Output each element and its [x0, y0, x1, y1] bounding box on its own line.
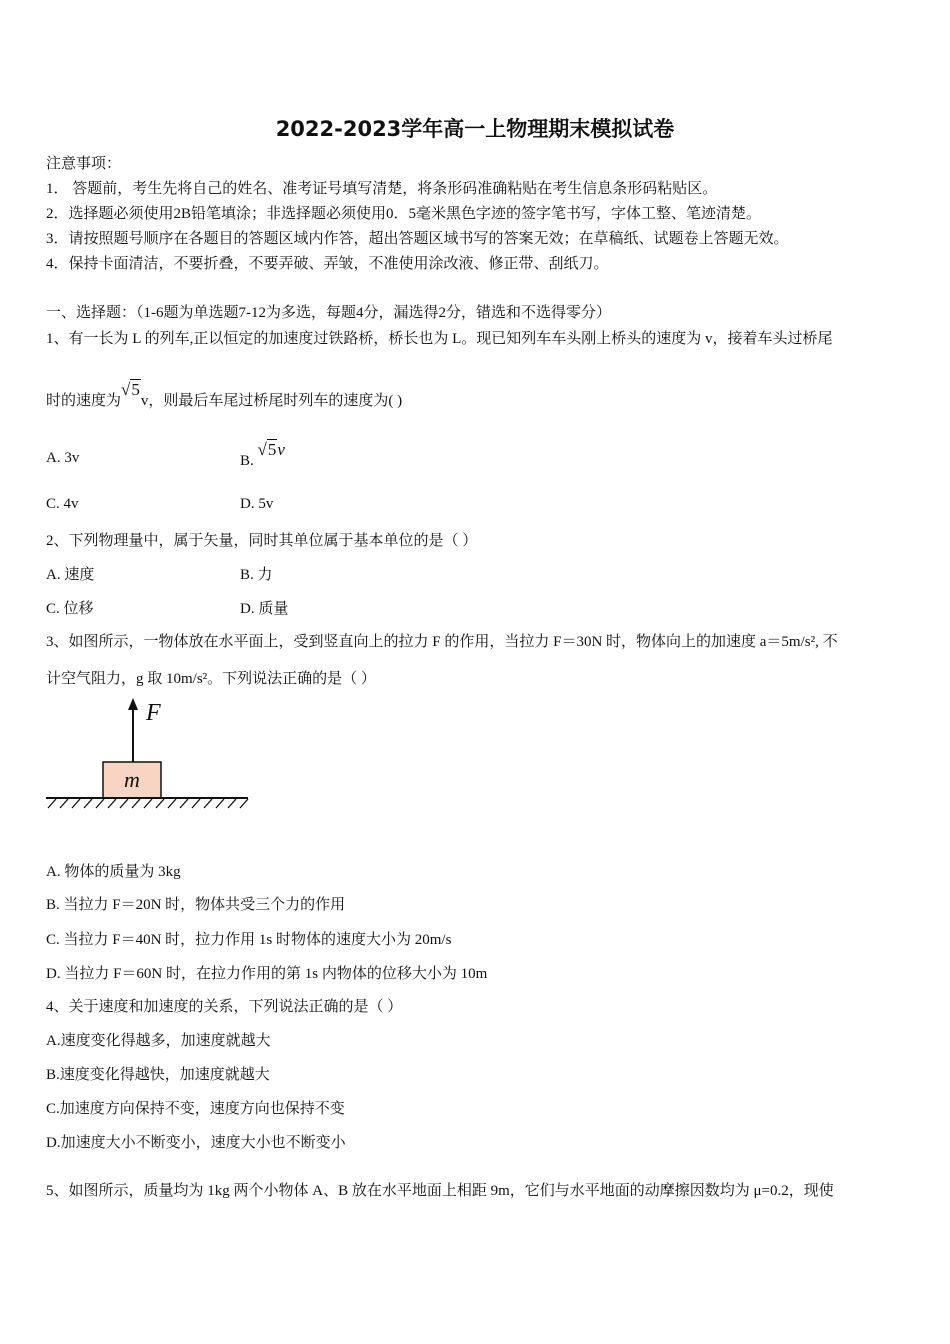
q2-stem: 2、下列物理量中，属于矢量，同时其单位属于基本单位的是（ ）	[46, 533, 478, 549]
force-arrow-head	[128, 698, 138, 710]
note-item-3: 3．请按照题号顺序在各题目的答题区域内作答，超出答题区域书写的答案无效；在草稿纸、试题卷上答题无效。	[46, 231, 789, 247]
q4-option-c: C.加速度方向保持不变，速度方向也保持不变	[46, 1101, 345, 1117]
q1-stem-line2	[46, 380, 403, 410]
q3-option-a: A. 物体的质量为 3kg	[46, 864, 181, 880]
q1-line2-pre: 时的速度为	[46, 393, 122, 409]
q4-stem: 4、关于速度和加速度的关系，下列说法正确的是（ ）	[46, 999, 403, 1015]
note-item-4: 4．保持卡面清洁，不要折叠，不要弄破、弄皱，不准使用涂改液、修正带、刮纸刀。	[46, 256, 609, 272]
q1-option-d: D. 5v	[240, 496, 274, 512]
q1-option-b-label: B.	[240, 453, 258, 469]
q2-option-d: D. 质量	[240, 601, 289, 617]
q4-option-a: A.速度变化得越多，加速度就越大	[46, 1033, 271, 1049]
q1-option-b-var: v	[277, 440, 285, 459]
ground-hatching	[48, 799, 248, 808]
q4-option-d: D.加速度大小不断变小，速度大小也不断变小	[46, 1135, 346, 1151]
page-title: 2022-2023学年高一上物理期末模拟试卷	[275, 117, 675, 141]
q4-option-b: B.速度变化得越快，加速度就越大	[46, 1067, 270, 1083]
notes-heading: 注意事项：	[46, 156, 122, 172]
q3-stem-line1: 3、如图所示，一物体放在水平面上，受到竖直向上的拉力 F 的作用，当拉力 F＝30N 时，物体向上的加速度 a＝5m/s², 不	[46, 634, 838, 650]
q3-stem-line2: 计空气阻力，g 取 10m/s²。下列说法正确的是（ ）	[46, 671, 376, 687]
force-label: F	[146, 700, 161, 726]
q3-option-d: D. 当拉力 F＝60N 时，在拉力作用的第 1s 内物体的位移大小为 10m	[46, 966, 488, 982]
q2-option-a: A. 速度	[46, 567, 95, 583]
q3-option-b: B. 当拉力 F＝20N 时，物体共受三个力的作用	[46, 897, 346, 913]
section-heading: 一、选择题：（1-6题为单选题7-12为多选，每题4分，漏选得2分，错选和不选得零分）	[46, 305, 611, 321]
q1-line2-post: v，则最后车尾过桥尾时列车的速度为( )	[140, 393, 403, 409]
sqrt-symbol: √5	[121, 380, 140, 399]
sqrt-radicand: 5	[131, 380, 140, 399]
sqrt-symbol-b: √5v	[257, 440, 285, 459]
q1-option-b	[240, 440, 285, 470]
q3-figure	[40, 692, 260, 842]
q1-option-c: C. 4v	[46, 496, 79, 512]
q1-option-a: A. 3v	[46, 450, 80, 466]
note-item-1: 1． 答题前，考生先将自己的姓名、准考证号填写清楚，将条形码准确粘贴在考生信息条形码粘贴区。	[46, 181, 718, 197]
q2-option-c: C. 位移	[46, 601, 94, 617]
mass-label: m	[124, 767, 140, 792]
q5-stem-line1: 5、如图所示，质量均为 1kg 两个小物体 A、B 放在水平地面上相距 9m，它们与水平地面的动摩擦因数均为 μ=0.2，现使	[46, 1183, 834, 1199]
q3-option-c: C. 当拉力 F＝40N 时，拉力作用 1s 时物体的速度大小为 20m/s	[46, 932, 452, 948]
note-item-2: 2．选择题必须使用2B铅笔填涂；非选择题必须使用0．5毫米黑色字迹的签字笔书写，字体工整、笔迹清楚。	[46, 206, 762, 222]
q1-stem-line1: 1、有一长为 L 的列车,正以恒定的加速度过铁路桥，桥长也为 L。现已知列车车头刚上桥头的速度为 v，接着车头过桥尾	[46, 331, 833, 347]
sqrt-radicand-b: 5	[267, 440, 277, 459]
q2-option-b: B. 力	[240, 567, 273, 583]
